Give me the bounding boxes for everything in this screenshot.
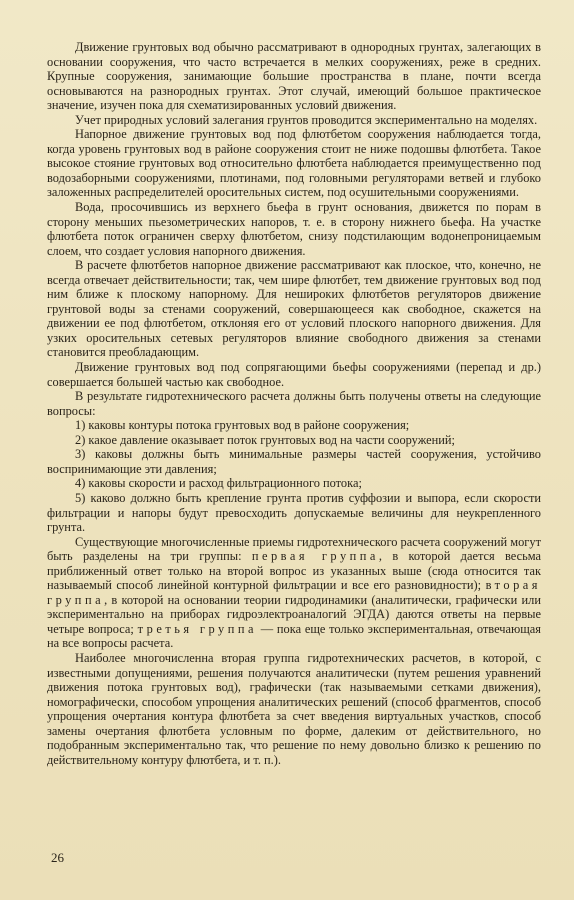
question-3: 3) каковы должны быть минимальные размеры частей сооружения, устойчиво воспринимающие эти давления; [47,447,541,476]
question-2: 2) какое давление оказывает поток грунтовых вод на части сооружений; [75,432,455,447]
methods-text-4: — пока еще только экспериментальная, отвечающая на все вопросы расчета. [47,621,541,651]
paragraph-models: Учет природных условий залегания грунтов проводится экспериментально на моделях. [75,112,538,127]
group-first-label: первая группа [251,549,379,564]
question-1: 1) каковы контуры потока грунтовых вод в районе сооружения; [75,418,410,433]
methods-text-2: , в которой дается весьма приближенный ответ только на второй вопрос из указанных выше (сюда относится так называемый способ линейной контурной фильтрации и все его разновидности); [47,549,541,593]
body-text [47,40,541,767]
group-second-label: вторая группа [47,578,541,607]
paragraph-plane-flow: В расчете флютбетов напорное движение рассматривают как плоское, что, конечно, не всегда отвечает действительности; так, чем шире флютбет, тем движение грунтовых вод под ним ближе к плоскому напорному. Для неширoких флютбетов регуляторов движение грунтовой воды за стенами сооружений, совершающееся как свободное, скажется на движении ее под флютбетом, отклоняя его от условий плоского напорного движения. Для узких оросительных сетевых регуляторов влияние свободного движения за стенами становится преобладающим. [47,258,541,360]
question-5: 5) каково должно быть крепление грунта против суффозии и выпора, если скорости фильтрации и напоры будут превосходить допускаемые величины для неукрепленного грунта. [47,490,541,535]
paragraph-second-group: Наиболее многочисленна вторая группа гидротехнических расчетов, в которой, с известными допущениями, решения получаются аналитически (путем решения уравнений движения потока грунтовых вод), графически (так называемыми сетками движения), номографически, способом упрощения аналитических решений (способ фрагментов, способ упрощения очертания контура флютбета за счет введения виртуальных участков, способ замены очертания флютбета условным по форме, далеким от действительного, но подобранным экспериментально так, что решение по нему довольно близко к решению по действительному контуру флютбета, и т. п.). [47,650,541,767]
methods-text-1: Существующие многочисленные приемы гидротехнического расчета сооружений могут быть разделены на три группы: [47,534,541,564]
paragraph-methods [47,535,541,651]
paragraph-seepage: Вода, просочившись из верхнего бьефа в грунт основания, движется по порам в сторону меньших пьезометрических напоров, т. е. в сторону нижнего бьефа. На участке флютбета поток ограничен сверху флютбетом, снизу подстилающим водонепроницаемым слоем, что создает условия напорного движения. [47,200,541,258]
methods-text-3: , в которой на основании теории гидродинамики (аналитически, графически или экспериментально на приборах гидроэлектроаналогий ЭГДА) даются ответы на первые четыре вопроса; [47,592,541,636]
page-number: 26 [51,850,64,865]
paragraph-pressure-flow: Напорное движение грунтовых вод под флютбетом сооружения наблюдается тогда, когда уровень грунтовых вод в районе сооружения стоит не ниже подошвы флютбета. Такое высокое стояние грунтовых вод относительно флютбета наблюдается преимущественно под водозаборными сооружениями, плотинами, под головными регуляторами ветвей и глубоко заложенных распределителей оросительных систем, под осушительными сооружениями. [47,127,541,200]
paragraph-homogeneous-soils: Движение грунтовых вод обычно рассматривают в однородных грунтах, залегающих в основании сооружения, что часто встречается в мелких сооружениях, реже в средних. Крупные сооружения, занимающие большие пространства в плане, почти всегда основываются на разнородных грунтах. Этот случай, имеющий большое практическое значение, изучен пока для схематизированных условий движения. [47,40,541,113]
question-4: 4) каковы скорости и расход фильтрационного потока; [75,476,362,491]
group-third-label: третья группа [137,621,257,636]
paragraph-free-flow: Движение грунтовых вод под сопрягающими бьефы сооружениями (перепад и др.) совершается большей частью как свободное. [47,360,541,389]
paragraph-questions-intro: В результате гидротехнического расчета должны быть получены ответы на следующие вопросы: [47,389,541,418]
